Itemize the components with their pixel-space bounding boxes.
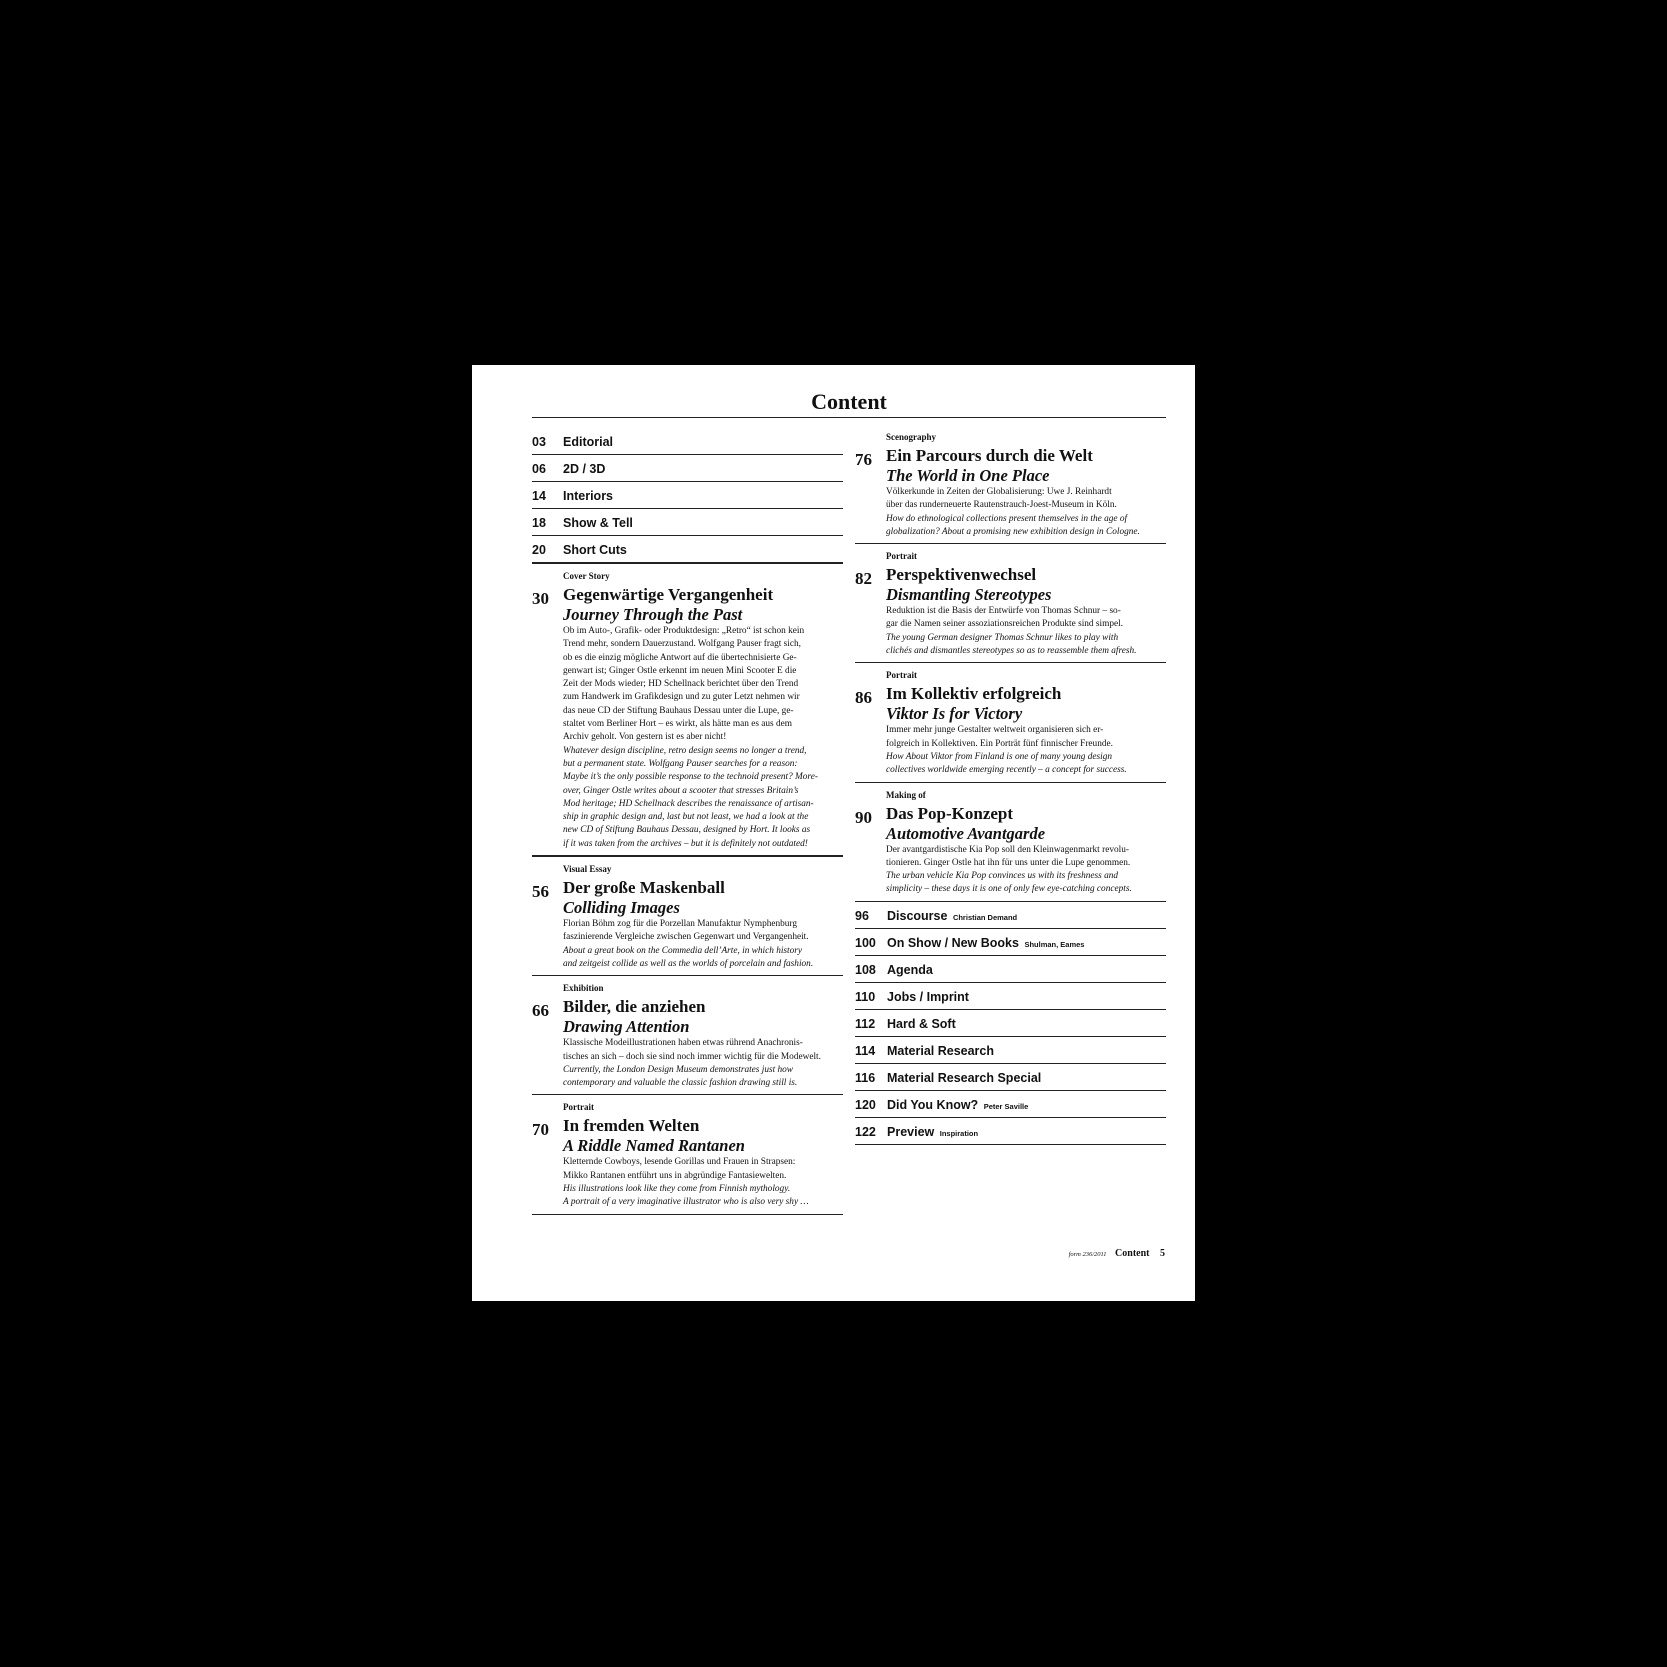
toc-entry-interiors[interactable] [532,482,843,509]
title-divider [532,417,1166,418]
page-number: 100 [855,935,876,950]
article-title-en: The World in One Place [886,466,1050,485]
article-kicker: Exhibition [563,983,604,994]
article-kicker: Cover Story [563,571,610,581]
article-title: Der große Maskenball [563,878,725,898]
article-summary-en: How About Viktor from Finland is one of many young design collectives worldwide emerging recently – a concept for success. [886,751,1127,776]
article-summary-de: Klassische Modeillustrationen haben etwas rührend Anachronis- tisches an sich – doch sie sind noch immer wichtig für die Modewelt. [563,1038,821,1062]
section-label: Editorial [563,435,614,449]
section-label: Short Cuts [563,543,627,557]
section-label: Discourse [887,908,948,923]
section-label: Preview [887,1124,935,1139]
page-number: 110 [855,989,876,1004]
article-90[interactable] [855,783,1166,902]
page-number: 120 [855,1097,876,1112]
toc-entry-discourse[interactable] [855,902,1166,929]
toc-entry-preview[interactable] [855,1118,1166,1145]
article-title: Im Kollektiv erfolgreich [886,684,1062,704]
toc-entry-2d3d[interactable] [532,455,843,482]
section-label-wrap [887,1098,1028,1112]
section-label: Show & Tell [563,516,633,530]
issue-label: form 236/2011 [1068,1251,1107,1258]
article-kicker: Portrait [886,551,917,562]
article-summary-de: Kletternde Cowboys, lesende Gorillas und Frauen in Strapsen: Mikko Rantanen entführt uns in abgründige Fantasiewelten. [563,1157,796,1181]
page-number: 56 [532,882,549,902]
article-82[interactable] [855,544,1166,663]
article-76[interactable] [855,425,1166,544]
section-label: Material Research [887,1043,995,1058]
section-author: Peter Saville [983,1101,1029,1111]
article-summary-de: Völkerkunde in Zeiten der Globalisierung: Uwe J. Reinhardt über das runderneuerte Rautenstrauch-Joest-Museum in Köln. [886,487,1117,511]
page-number: 112 [855,1016,876,1031]
article-title: Perspektivenwechsel [886,565,1037,585]
page-number: 82 [855,569,872,589]
article-summary-en: How do ethnological collections present themselves in the age of globalization? About a promising new exhibition design in Cologne. [886,513,1140,537]
toc-entry-show-tell[interactable] [532,509,843,536]
article-title-en: Drawing Attention [563,1017,690,1037]
article-kicker: Making of [886,789,926,800]
section-label: On Show / New Books [887,935,1019,950]
page-number: 108 [855,962,876,977]
article-summary-de: Florian Böhm zog für die Porzellan Manufaktur Nymphenburg faszinierende Vergleiche zwischen Gegenwart und Vergangenheit. [563,919,809,943]
article-title-en: Journey Through the Past [563,605,743,624]
page-number: 116 [855,1070,876,1085]
article-summary-en: The young German designer Thomas Schnur likes to play with clichés and dismantles stereotypes so as to reassemble them afresh. [886,632,1137,657]
article-title-en: Dismantling Stereotypes [886,585,1052,605]
article-summary-de: Ob im Auto-, Grafik- oder Produktdesign: „Retro“ ist schon kein Trend mehr, sondern Dauerzustand. Wolfgang Pauser fragt sich, ob es die einzig mögliche Antwort auf die übertechnisierte Ge- genwart ist; Ginger Ostle erkennt im neuen Mini Scooter E die Zeit der Mods wieder; HD Schellnack berichtet über den Trend zum Handwerk im Grafikdesign und zu guter Letzt nehmen wir das neue CD der Stiftung Bauhaus Dessau unter die Lupe, ge- staltet vom Berliner Hort – es wirkt, als hätte man es aus dem Archiv geholt. Von gestern ist es aber nicht! [563,626,805,743]
section-label: Did You Know? [887,1097,979,1112]
toc-entry-hard-soft[interactable] [855,1010,1166,1037]
toc-entry-on-show[interactable] [855,929,1166,956]
article-summary-en: Currently, the London Design Museum demonstrates just how contemporary and valuable the classic fashion drawing still is. [563,1064,798,1089]
page-number: 114 [855,1043,876,1058]
section-author: Inspiration [939,1128,979,1138]
article-86[interactable] [855,663,1166,782]
section-label: Hard & Soft [887,1016,956,1031]
section-label-wrap [887,1125,978,1139]
toc-entry-jobs[interactable] [855,983,1166,1010]
toc-entry-agenda[interactable] [855,956,1166,983]
article-summary-en: Whatever design discipline, retro design seems no longer a trend, but a permanent state. Wolfgang Pauser searches for a reason: Maybe it’s the only possible response to the technoid present? More- over, Ginger Ostle writes about a scooter that stresses Britain’s Mod heritage; HD Schellnack describes the renaissance of artisan- ship in graphic design and, last but not least, we had a look at the new CD of Stiftung Bauhaus Dessau, designed by Hort. It looks as if it was taken from the archives – but it is definitely not outdated! [563,745,818,849]
section-label-wrap [887,936,1084,950]
article-title: Ein Parcours durch die Welt [886,446,1093,465]
article-title-en: Colliding Images [563,898,680,918]
section-label-wrap [887,909,1017,923]
article-summary-en: The urban vehicle Kia Pop convinces us with its freshness and simplicity – these days it is one of only few eye-catching concepts. [886,871,1132,895]
footer-section: Content [1115,1248,1150,1259]
page-number: 96 [855,908,869,923]
article-70[interactable] [532,1095,843,1214]
article-title: Bilder, die anziehen [563,997,706,1017]
page-number: 30 [532,589,549,608]
page-number: 06 [532,462,546,476]
section-label: Material Research Special [887,1070,1042,1085]
folio: 5 [1160,1248,1165,1259]
article-title: Das Pop-Konzept [886,803,1014,823]
article-title: Gegenwärtige Vergangenheit [563,585,774,604]
article-30[interactable] [532,564,843,857]
section-label: Agenda [887,962,933,977]
article-summary-de: Reduktion ist die Basis der Entwürfe von Thomas Schnur – so- gar die Namen seiner assoziationsreichen Produkte sind simpel. [886,606,1124,630]
page-number: 14 [532,489,546,503]
section-label: Jobs / Imprint [887,989,969,1004]
toc-entry-material-research[interactable] [855,1037,1166,1064]
article-title: In fremden Welten [563,1116,700,1136]
section-label: 2D / 3D [563,462,606,476]
right-column [855,425,1166,1145]
article-summary-en: His illustrations look like they come from Finnish mythology. A portrait of a very imaginative illustrator who is also very shy … [563,1184,809,1208]
page-footer [1069,1248,1165,1259]
page-number: 03 [532,435,546,449]
article-title-en: Viktor Is for Victory [886,704,1023,724]
page-number: 18 [532,516,546,530]
page-number: 76 [855,450,872,469]
article-66[interactable] [532,976,843,1095]
left-column [532,428,843,1215]
toc-entry-did-you-know[interactable] [855,1091,1166,1118]
page-number: 90 [855,807,872,827]
toc-entry-editorial[interactable] [532,428,843,455]
section-label: Interiors [563,489,614,503]
toc-entry-short-cuts[interactable] [532,536,843,564]
article-summary-de: Der avantgardistische Kia Pop soll den Kleinwagenmarkt revolu- tionieren. Ginger Ostle hat ihn für uns unter die Lupe genommen. [886,844,1131,868]
page-number: 66 [532,1001,549,1021]
article-56[interactable] [532,857,843,976]
toc-entry-material-research-special[interactable] [855,1064,1166,1091]
page-number: 122 [855,1124,876,1139]
article-title-en: Automotive Avantgarde [886,823,1046,843]
page-number: 70 [532,1120,549,1140]
article-kicker: Portrait [563,1102,594,1113]
section-author: Shulman, Eames [1024,939,1085,949]
article-kicker: Portrait [886,670,917,681]
article-title-en: A Riddle Named Rantanen [563,1136,745,1156]
page-number: 86 [855,688,872,708]
article-kicker: Visual Essay [563,864,612,875]
article-summary-de: Immer mehr junge Gestalter weltweit organisieren sich er- folgreich in Kollektiven. Ein Porträt fünf finnischer Freunde. [886,725,1113,749]
article-kicker: Scenography [886,432,937,442]
page-title: Content [811,389,887,414]
magazine-page [472,365,1195,1301]
section-author: Christian Demand [952,912,1018,922]
page-number: 20 [532,543,546,557]
article-summary-en: About a great book on the Commedia dell’Arte, in which history and zeitgeist collide as well as the worlds of porcelain and fashion. [563,945,814,969]
